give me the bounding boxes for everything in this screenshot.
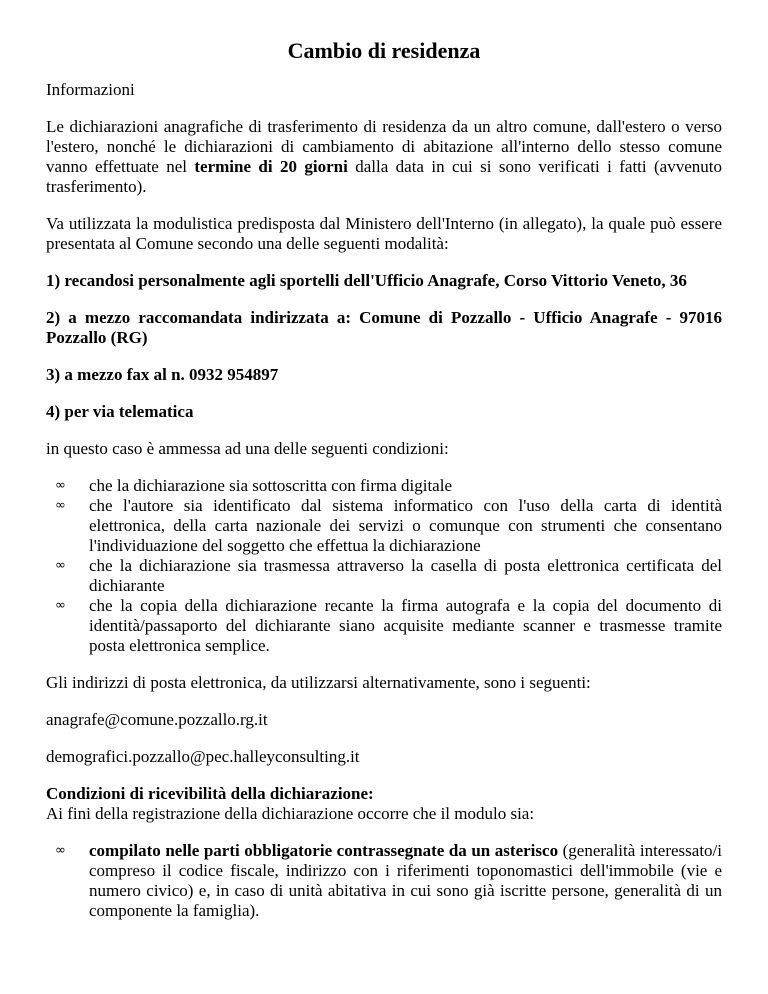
mode-4: 4) per via telematica [46,402,194,421]
email-pec: demografici.pozzallo@pec.halleyconsulting.it [46,747,360,766]
bullet-icon: ∞ [55,498,66,513]
bullet-icon: ∞ [55,598,66,613]
telematica-intro: in questo caso è ammessa ad una delle seguenti condizioni: [46,439,449,458]
mode-2: 2) a mezzo raccomandata indirizzata a: Comune di Pozzallo - Ufficio Anagrafe - 97016 Pozzallo (RG) [46,308,722,347]
list-item: ∞ che la dichiarazione sia trasmessa attraverso la casella di posta elettronica certificata del dichiarante [55,556,722,595]
intro-text-1: Le dichiarazioni anagrafiche di trasferimento di residenza da un altro comune, dall'estero o verso l'estero, nonché le dichiarazioni di cambiamento di abitazione all'interno dello stesso comune vanno effettuate nel [46,117,722,176]
bullet-icon: ∞ [55,843,66,858]
section-label: Informazioni [46,80,135,99]
mode-1: 1) recandosi personalmente agli sportelli dell'Ufficio Anagrafe, Corso Vittorio Veneto, 36 [46,271,687,290]
page-title: Cambio di residenza [287,38,481,63]
list-item: ∞ compilato nelle parti obbligatorie contrassegnate da un asterisco (generalità interessato/i compreso il codice fiscale, indirizzo con i riferimenti toponomastici dell'immobile (vie e numero civico) e, in caso di unità abitativa in cui sono già iscritte persone, generalità di un componente la famiglia). [55,841,722,920]
list-item: ∞ che la dichiarazione sia sottoscritta con firma digitale [55,476,452,495]
list-item: ∞ che l'autore sia identificato dal sistema informatico con l'uso della carta di identità elettronica, della carta nazionale dei servizi o comunque con strumenti che consentano l'individuazione del soggetto che effettua la dichiarazione [55,496,722,555]
bullet-icon: ∞ [55,558,66,573]
list-item: ∞ che la copia della dichiarazione recante la firma autografa e la copia del documento di identità/passaporto del dichiarante siano acquisite mediante scanner e trasmesse tramite posta elettronica semplice. [55,596,722,655]
intro-paragraph [46,117,722,197]
intro-text-2: dalla data in cui si sono verificati i fatti (avvenuto trasferimento). [46,157,722,196]
receivability-list [46,841,722,921]
email-anagrafe: anagrafe@comune.pozzallo.rg.it [46,710,268,729]
modulistica-paragraph: Va utilizzata la modulistica predisposta dal Ministero dell'Interno (in allegato), la quale può essere presentata al Comune secondo una delle seguenti modalità: [46,214,722,253]
receivability-intro: Ai fini della registrazione della dichiarazione occorre che il modulo sia: [46,804,535,823]
document-page [46,0,722,921]
bullet-icon: ∞ [55,478,66,493]
deadline-text: termine di 20 giorni [194,157,348,176]
mode-3: 3) a mezzo fax al n. 0932 954897 [46,365,279,384]
conditions-list [46,476,722,656]
email-intro: Gli indirizzi di posta elettronica, da utilizzarsi alternativamente, sono i seguenti: [46,673,591,692]
receivability-heading: Condizioni di ricevibilità della dichiarazione: [46,784,374,803]
